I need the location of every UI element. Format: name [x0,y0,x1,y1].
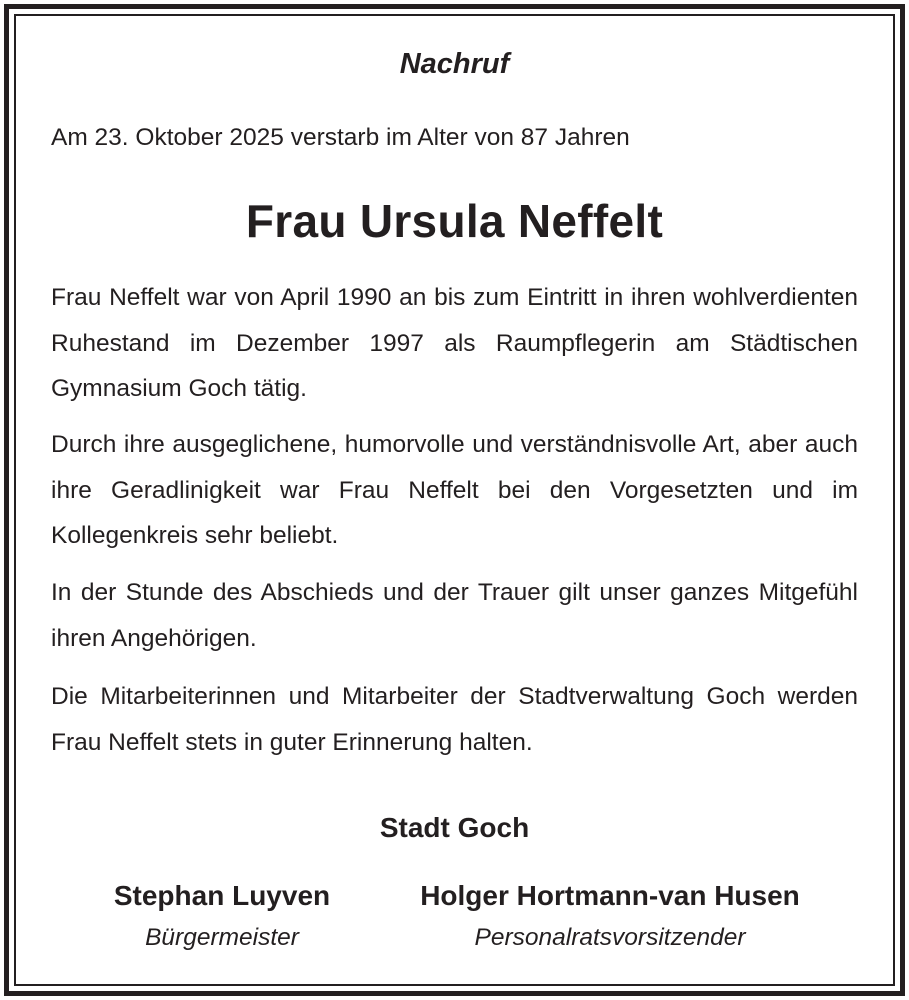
signatory-title-mayor: Bürgermeister [145,924,299,951]
paragraph-employment: Frau Neffelt war von April 1990 an bis zum Eintritt in ihren wohlverdienten Ruhestand im Dezember 1997 als Raumpflegerin am Städtischen Gymnasium Goch tätig. [51,284,858,402]
paragraph-character: Durch ihre ausgeglichene, humorvolle und verständnisvolle Art, aber auch ihre Geradlinigkeit war Frau Neffelt bei den Vorgesetzten und im Kollegenkreis sehr beliebt. [51,431,858,549]
signatory-name-mayor: Stephan Luyven [113,880,331,911]
organization-name: Stadt Goch [379,812,530,843]
signatory-name-council-chair: Holger Hortmann-van Husen [420,880,800,911]
deceased-name: Frau Ursula Neffelt [245,195,664,247]
signatory-title-council-chair: Personalratsvorsitzender [474,924,746,951]
paragraph-condolence: In der Stunde des Abschieds und der Trauer gilt unser ganzes Mitgefühl ihren Angehörigen. [51,579,858,652]
paragraph-remembrance: Die Mitarbeiterinnen und Mitarbeiter der Stadtverwaltung Goch werden Frau Neffelt stets in guter Erinnerung halten. [51,683,858,756]
notice-heading: Nachruf [399,48,510,80]
intro-line: Am 23. Oktober 2025 verstarb im Alter von 87 Jahren [51,124,630,151]
